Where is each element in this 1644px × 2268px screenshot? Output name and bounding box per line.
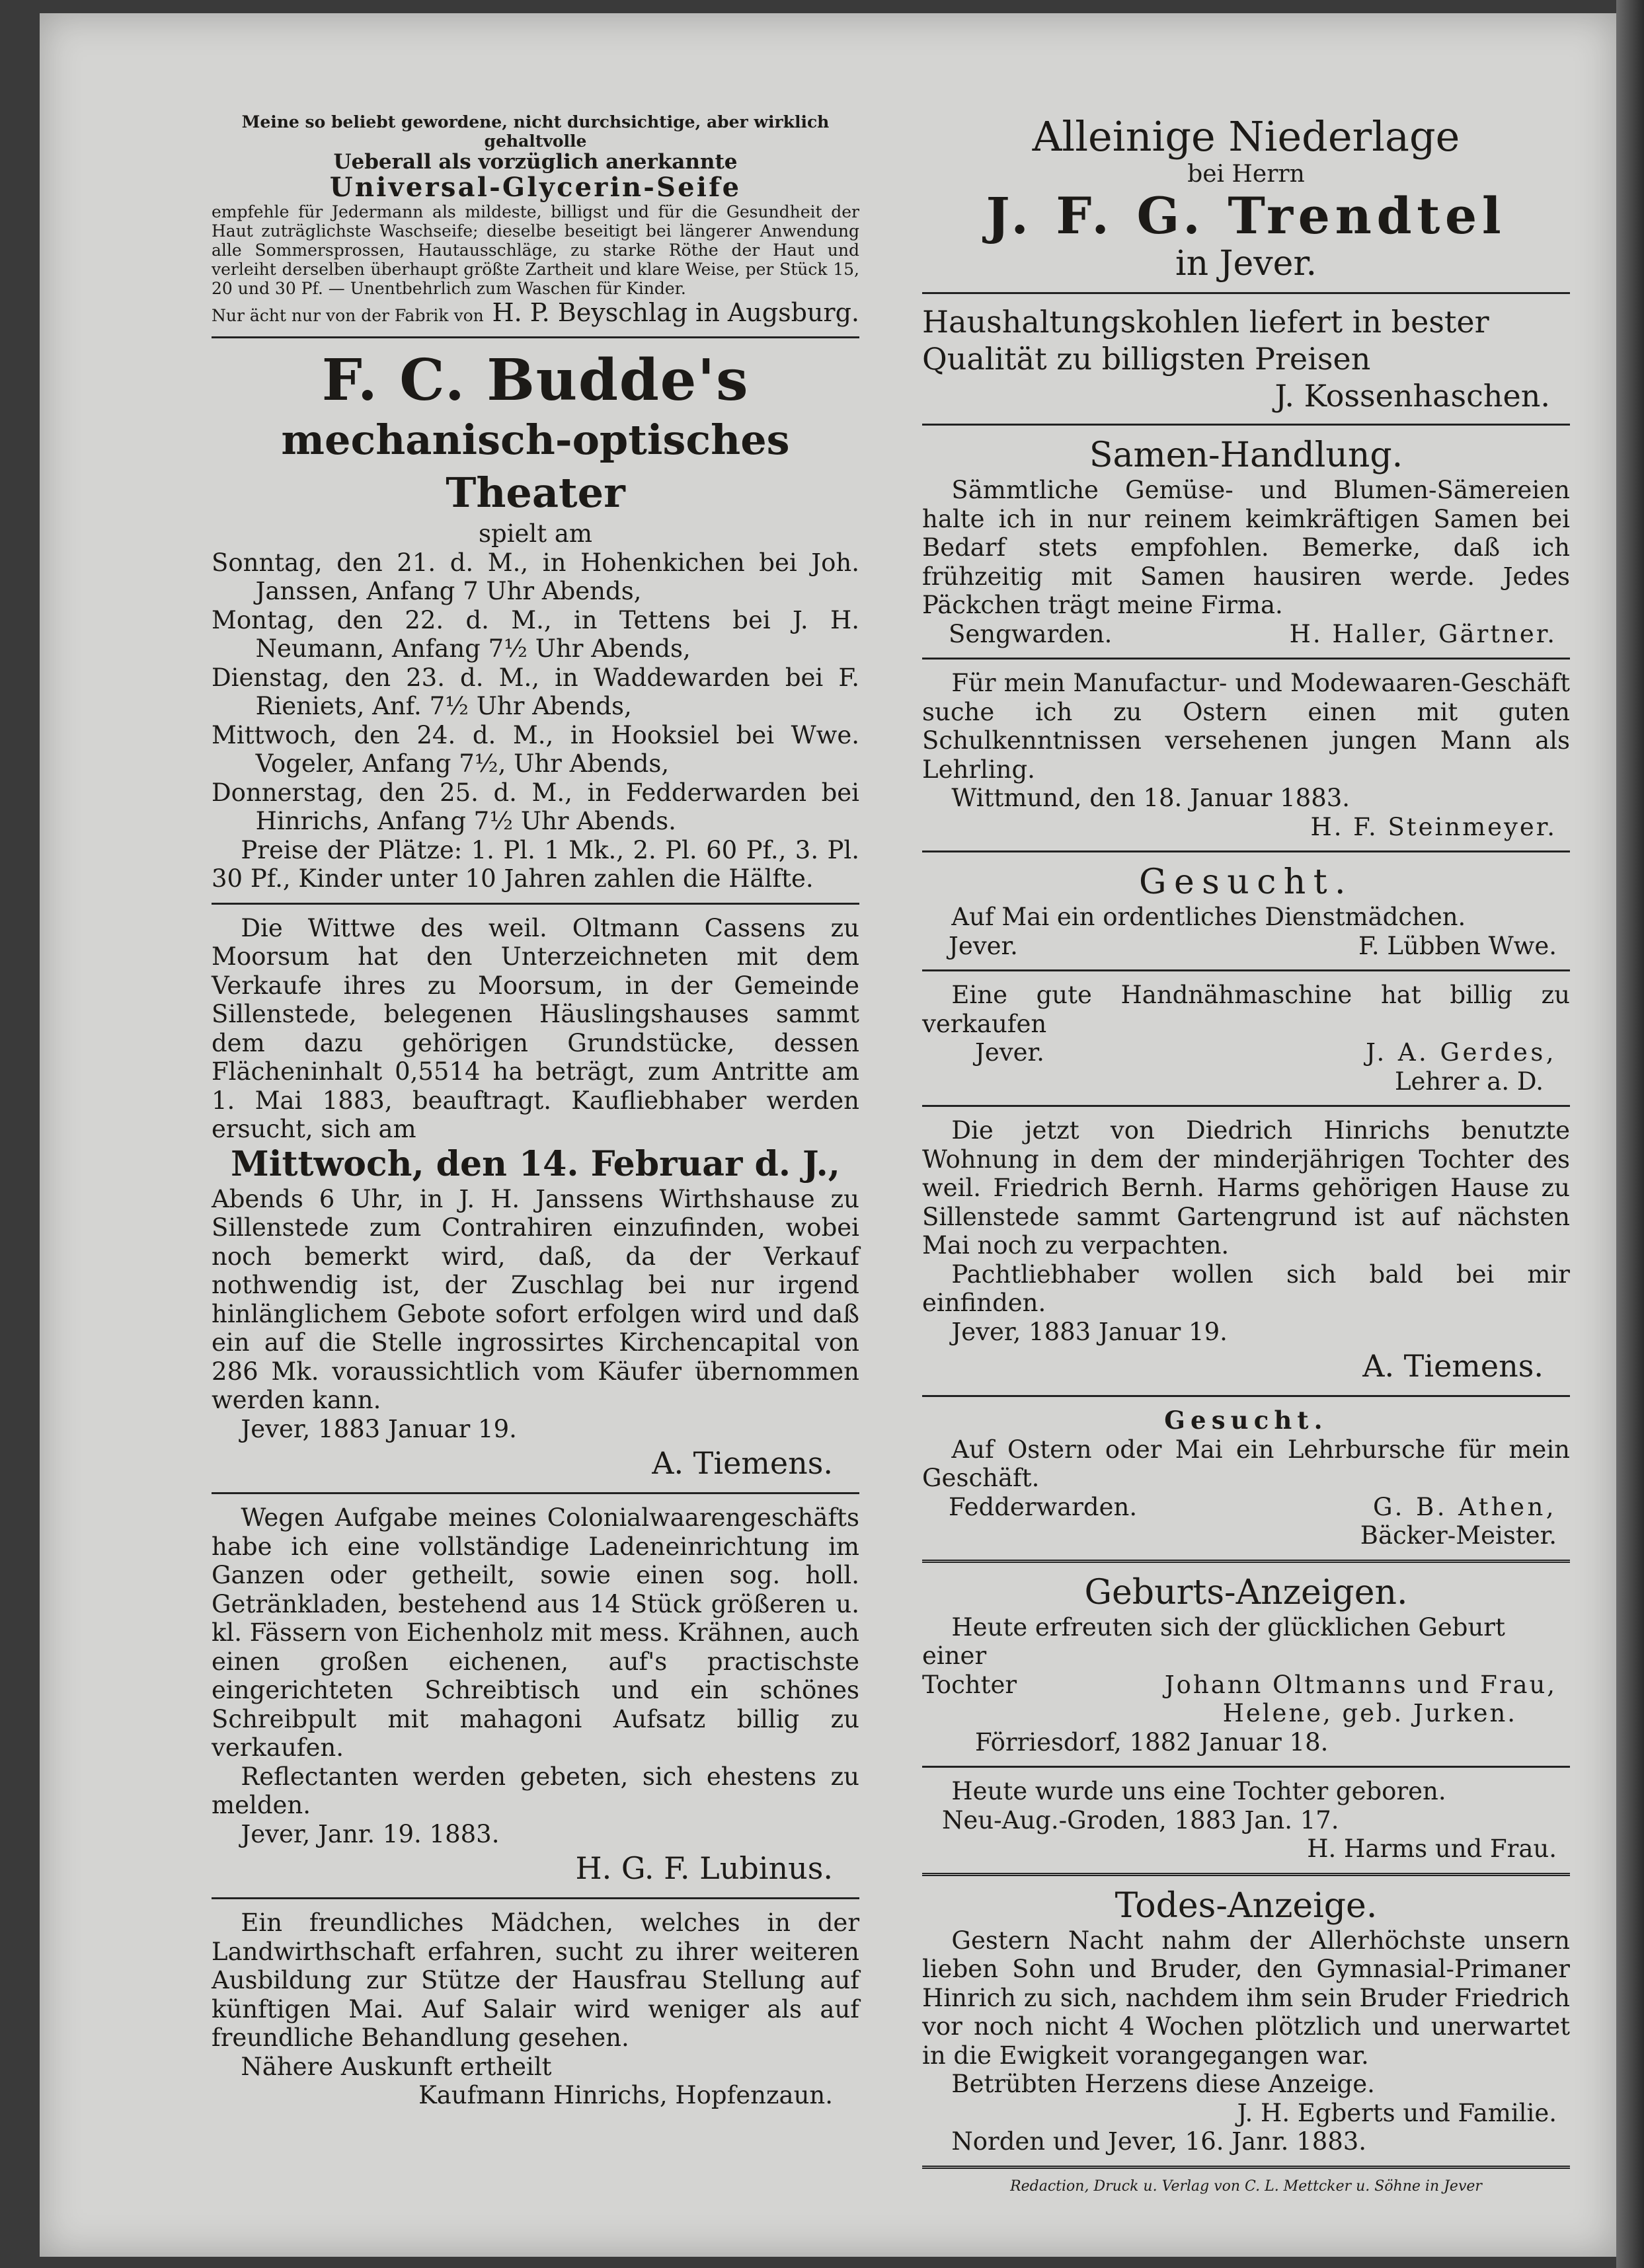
geburt-text-1: Heute erfreuten sich der glücklichen Geburt einer: [922, 1612, 1505, 1670]
kohlen-text: Haushaltungskohlen liefert in bester Qualität zu billigsten Preisen: [922, 304, 1489, 377]
right-column: [922, 112, 1570, 2195]
geburt-place-date-2: Neu-Aug.-Groden, 1883 Jan. 17.: [942, 1805, 1339, 1834]
budde-subtitle: mechanisch-optisches Theater: [281, 416, 790, 517]
left-column: [212, 112, 859, 2110]
trendtel-ad: [922, 112, 1570, 283]
samen-text: Sämmtliche Gemüse- und Blumen-Sämereien halte ich in nur reinem keimkräftigen Samen bei Bedarf stets empfohlen. Bemerke, daß ich frühzeitig mit Samen hausiren werde. Jedes Päckchen trägt meine Firma.: [922, 476, 1570, 619]
todes-text-2: Betrübten Herzens diese Anzeige.: [951, 2070, 1375, 2098]
glycerin-soap-ad: [212, 112, 859, 327]
geburt-title: Geburts-Anzeigen.: [1084, 1572, 1408, 1612]
wohnung-text-1: Die jetzt von Diedrich Hinrichs benutzte Wohnung in dem der minderjährigen Tochter des weil. Friedrich Bernh. Harms gehörigen Hause zu Sillenstede sammt Gartengrund ist auf nächsten Mai noch zu verpachten.: [922, 1116, 1570, 1260]
geburt-signature-2: H. Harms und Frau.: [1307, 1834, 1557, 1863]
todes-anzeige: [922, 1885, 1570, 2156]
budde-prices: Preise der Plätze: 1. Pl. 1 Mk., 2. Pl. 60 Pf., 3. Pl. 30 Pf., Kinder unter 10 Jahren zahlen die Hälfte.: [212, 835, 859, 893]
auction-date: Mittwoch, den 14. Februar d. J.,: [231, 1143, 840, 1184]
auction-signature: A. Tiemens.: [652, 1445, 833, 1481]
soap-origin-label: Nur ächt nur von der Fabrik von: [212, 306, 484, 325]
gesucht2-signature: G. B. Athen,: [1372, 1492, 1557, 1521]
maedchen-text-2: Nähere Auskunft ertheilt: [241, 2052, 552, 2081]
gesucht1-text: Auf Mai ein ordentliches Dienstmädchen.: [951, 903, 1466, 931]
geburts-anzeigen: [922, 1572, 1570, 1864]
samen-title: Samen-Handlung.: [1089, 435, 1403, 475]
soap-line-2: Ueberall als vorzüglich anerkannte: [333, 150, 738, 174]
todes-title: Todes-Anzeige.: [1115, 1885, 1378, 1926]
lehrling-signature: H. F. Steinmeyer.: [1310, 812, 1557, 841]
divider: [922, 850, 1570, 852]
gesucht-dienstmaedchen: [922, 862, 1570, 960]
imprint-footer: Redaction, Druck u. Verlag von C. L. Mettcker u. Söhne in Jever: [1010, 2177, 1482, 2195]
todes-text: Gestern Nacht nahm der Allerhöchste unsern lieben Sohn und Bruder, den Gymnasial-Primaner Hinrich zu sich, nachdem ihm sein Bruder Friedrich vor noch nicht 4 Wochen plötzlich und unerwartet in die Ewigkeit vorangegangen war.: [922, 1926, 1571, 2070]
naehmaschine-place: Jever.: [975, 1038, 1044, 1067]
geburt-text-2: Heute wurde uns eine Tochter geboren.: [951, 1777, 1446, 1805]
todes-place-date: Norden und Jever, 16. Janr. 1883.: [951, 2127, 1367, 2156]
lehrling-text: Für mein Manufactur- und Modewaaren-Geschäft suche ich zu Ostern einen mit guten Schulkenntnissen versehenen jungen Mann als Lehrling.: [922, 669, 1570, 784]
gesucht2-signature-title: Bäcker-Meister.: [1360, 1521, 1557, 1550]
geburt-place-date: Förriesdorf, 1882 Januar 18.: [975, 1727, 1329, 1757]
auction-text-2: Abends 6 Uhr, in J. H. Janssens Wirthshause zu Sillenstede zum Contrahiren einzufinden, wobei noch bemerkt wird, daß, da der Verkauf nothwendig ist, der Zuschlag bei nur irgend hinlänglichem Gebote sofort erfolgen wird und daß ein auf die Stelle ingrossirtes Kirchencapital von 286 Mk. voraussichtlich vom Käufer übernommen werden kann.: [212, 1184, 859, 1414]
divider: [922, 2166, 1570, 2169]
lubinus-sale-notice: [212, 1503, 859, 1888]
trendtel-line-1: Alleinige Niederlage: [1032, 112, 1460, 161]
lehrling-ad: [922, 669, 1570, 841]
budde-date-4: Mittwoch, den 24. d. M., in Hooksiel bei Wwe. Vogeler, Anfang 7½, Uhr Abends,: [212, 720, 859, 778]
wohnung-ad: [922, 1116, 1570, 1386]
gesucht2-text: Auf Ostern oder Mai ein Lehrbursche für mein Geschäft.: [922, 1435, 1570, 1492]
samen-ad: [922, 435, 1570, 648]
budde-title: F. C. Budde's: [321, 347, 750, 414]
divider: [922, 424, 1570, 426]
divider: [922, 1395, 1570, 1397]
divider: [212, 1492, 859, 1494]
gesucht2-title: Gesucht.: [1164, 1406, 1328, 1435]
budde-date-1: Sonntag, den 21. d. M., in Hohenkichen bei Joh. Janssen, Anfang 7 Uhr Abends,: [212, 548, 859, 605]
auction-place-date: Jever, 1883 Januar 19.: [241, 1414, 517, 1443]
divider: [212, 1897, 859, 1899]
gesucht1-title: Gesucht.: [1138, 862, 1354, 902]
naehmaschine-text: Eine gute Handnähmaschine hat billig zu verkaufen: [922, 981, 1570, 1038]
divider: [922, 969, 1570, 971]
todes-signature: J. H. Egberts und Familie.: [1237, 2098, 1557, 2127]
trendtel-line-2: bei Herrn: [1187, 161, 1305, 188]
maedchen-text-1: Ein freundliches Mädchen, welches in der Landwirthschaft erfahren, sucht zu ihrer weiteren Ausbildung zur Stütze der Hausfrau Stellung auf künftigen Mai. Auf Salair wird weniger als auf freundliche Behandlung gesehen.: [212, 1909, 859, 2052]
divider: [922, 1105, 1570, 1107]
gesucht-lehrbursche: [922, 1406, 1570, 1550]
lehrling-place-date: Wittmund, den 18. Januar 1883.: [951, 784, 1350, 812]
trendtel-name: J. F. G. Trendtel: [986, 186, 1507, 245]
lubinus-place-date: Jever, Janr. 19. 1883.: [241, 1819, 500, 1848]
naehmaschine-signature-title: Lehrer a. D.: [1394, 1067, 1544, 1096]
auction-notice: [212, 914, 859, 1484]
budde-date-5: Donnerstag, den 25. d. M., in Fedderwarden bei Hinrichs, Anfang 7½ Uhr Abends.: [212, 778, 859, 835]
trendtel-line-4: in Jever.: [1175, 244, 1317, 284]
samen-signature: H. Haller, Gärtner.: [1289, 619, 1557, 648]
gesucht2-place: Fedderwarden.: [949, 1492, 1138, 1521]
lubinus-signature: H. G. F. Lubinus.: [575, 1850, 833, 1886]
budde-date-2: Montag, den 22. d. M., in Tettens bei J. H. Neumann, Anfang 7½ Uhr Abends,: [212, 605, 859, 663]
gesucht1-place: Jever.: [949, 931, 1018, 960]
divider: [212, 336, 859, 338]
samen-place: Sengwarden.: [949, 619, 1113, 648]
kohlen-ad: [922, 303, 1570, 414]
divider: [922, 292, 1570, 294]
divider: [922, 1873, 1570, 1876]
wohnung-place-date: Jever, 1883 Januar 19.: [951, 1317, 1228, 1346]
soap-product-name: Universal-Glycerin-Seife: [329, 172, 742, 203]
auction-text-1: Die Wittwe des weil. Oltmann Cassens zu Moorsum hat den Unterzeichneten mit dem Verkaufe ihres zu Moorsum, in der Gemeinde Sillenstede, belegenen Häuslingshauses sammt dem dazu gehörigen Grundstücke, dessen Flächeninhalt 0,5514 ha beträgt, zum Antritte am 1. Mai 1883, beauftragt. Kaufliebhaber werden ersucht, sich am: [212, 913, 859, 1143]
divider: [922, 1766, 1570, 1768]
geburt-tochter: Tochter: [922, 1670, 1017, 1699]
wohnung-signature: A. Tiemens.: [1362, 1348, 1544, 1384]
budde-date-3: Dienstag, den 23. d. M., in Waddewarden bei F. Rieniets, Anf. 7½ Uhr Abends,: [212, 663, 859, 720]
naehmaschine-signature: J. A. Gerdes,: [1366, 1038, 1557, 1067]
soap-body: empfehle für Jedermann als mildeste, billigst und für die Gesundheit der Haut zuträglichste Waschseife; dieselbe beseitigt bei längerer Anwendung alle Sommersprossen, Hautausschläge, zu starke Röthe der Haut und verleiht derselben überhaupt größte Zartheit und klare Weise, per Stück 15, 20 und 30 Pf. — Unentbehrlich zum Waschen für Kinder.: [212, 202, 859, 298]
wohnung-text-2: Pachtliebhaber wollen sich bald bei mir einfinden.: [922, 1260, 1570, 1317]
geburt-names: Johann Oltmanns und Frau,: [1164, 1670, 1557, 1699]
soap-line-1: Meine so beliebt gewordene, nicht durchsichtige, aber wirklich gehaltvolle: [241, 112, 830, 151]
divider: [212, 903, 859, 905]
lubinus-text-2: Reflectanten werden gebeten, sich ehestens zu melden.: [212, 1762, 859, 1819]
naehmaschine-ad: [922, 981, 1570, 1096]
maedchen-signature: Kaufmann Hinrichs, Hopfenzaun.: [418, 2081, 833, 2109]
kohlen-signature: J. Kossenhaschen.: [1274, 378, 1550, 414]
divider: [922, 658, 1570, 660]
budde-theater-ad: [212, 348, 859, 893]
gesucht1-signature: F. Lübben Wwe.: [1358, 931, 1557, 960]
soap-maker: H. P. Beyschlag in Augsburg.: [492, 298, 859, 327]
lubinus-text-1: Wegen Aufgabe meines Colonialwaarengeschäfts habe ich eine vollständige Ladeneinrichtung im Ganzen oder getheilt, sowie einen sog. holl. Getränkladen, bestehend aus 14 Stück größeren u. kl. Fässern von Eichenholz mit mess. Krähnen, auch einen großen eichenen, auf's practischste eingerichteten Schreibtisch und ein schönes Schreibpult mit mahagoni Aufsatz billig zu verkaufen.: [212, 1503, 859, 1762]
maedchen-notice: [212, 1909, 859, 2110]
book-spine: [1616, 0, 1644, 2268]
divider: [922, 1560, 1570, 1563]
budde-spielt: spielt am: [478, 519, 592, 548]
geburt-helene: Helene, geb. Jurken.: [1222, 1699, 1517, 1727]
